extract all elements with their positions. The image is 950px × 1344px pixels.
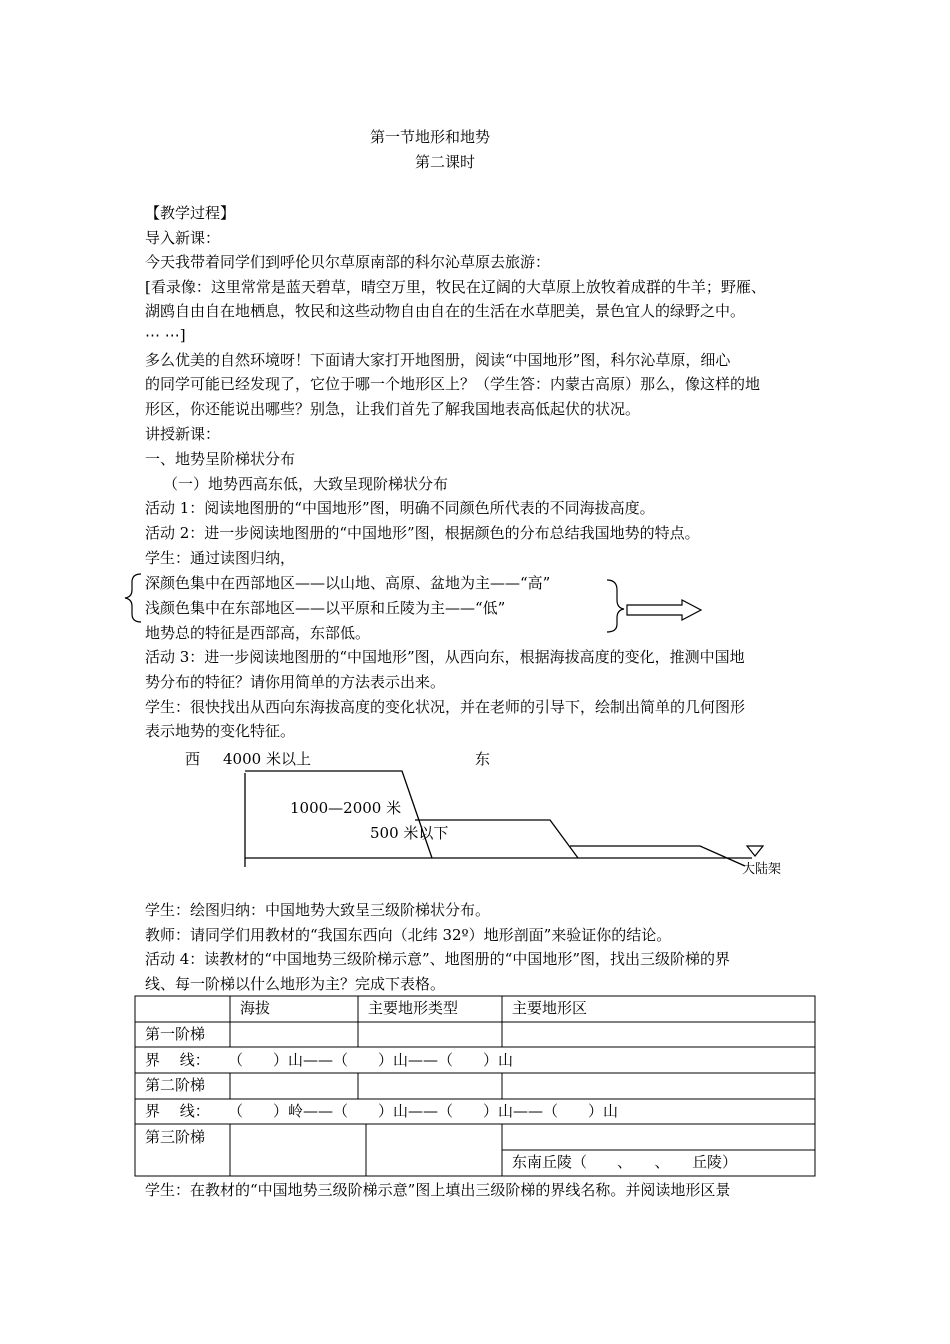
text-line: 学生：很快找出从西向东海拔高度的变化状况，并在老师的引导下，绘制出简单的几何图形 xyxy=(145,698,746,716)
diagram-low-label: 500 米以下 xyxy=(370,824,449,842)
table-header-elevation: 海拔 xyxy=(240,999,271,1017)
text-line: 形区，你还能说出哪些？别急，让我们首先了解我国地表高低起伏的状况。 xyxy=(145,400,641,418)
text-line: 一、地势呈阶梯状分布 xyxy=(145,450,296,468)
text-line: 深颜色集中在西部地区——以山地、高原、盆地为主——“高” xyxy=(145,574,551,592)
table-row-label: 第二阶梯 xyxy=(145,1076,206,1094)
text-line: [看录像：这里常常是蓝天碧草，晴空万里，牧民在辽阔的大草原上放牧着成群的牛羊；野雁、 xyxy=(145,278,766,296)
text-line: 浅颜色集中在东部地区——以平原和丘陵为主——“低” xyxy=(145,599,506,617)
table-boundary-blanks: （ ）山——（ ）山——（ ）山 xyxy=(228,1051,514,1069)
table-boundary-label: 界 线： xyxy=(145,1102,210,1120)
text-line: 多么优美的自然环境呀！下面请大家打开地图册，阅读“中国地形”图，科尔沁草原，细心 xyxy=(145,351,731,369)
text-line: 线、每一阶梯以什么地形为主？完成下表格。 xyxy=(145,975,446,993)
table-header-landform-region: 主要地形区 xyxy=(512,999,588,1017)
text-line: 今天我带着同学们到呼伦贝尔草原南部的科尔沁草原去旅游： xyxy=(145,253,551,271)
text-line: 导入新课： xyxy=(145,229,221,247)
table-row-label: 第一阶梯 xyxy=(145,1025,206,1043)
table-boundary-blanks: （ ）岭——（ ）山——（ ）山——（ ）山 xyxy=(228,1102,619,1120)
text-line: 学生：绘图归纳：中国地势大致呈三级阶梯状分布。 xyxy=(145,901,491,919)
text-line: 教师：请同学们用教材的“我国东西向（北纬 32º）地形剖面”来验证你的结论。 xyxy=(145,926,672,944)
text-line: 表示地势的变化特征。 xyxy=(145,722,296,740)
diagram-shelf-label: 大陆架 xyxy=(742,862,782,877)
table-header-landform-type: 主要地形类型 xyxy=(368,999,459,1017)
text-line: 学生：通过读图归纳， xyxy=(145,549,296,567)
text-line: 势分布的特征？请你用简单的方法表示出来。 xyxy=(145,673,446,691)
page-subtitle: 第二课时 xyxy=(415,153,476,171)
diagram-high-label: 4000 米以上 xyxy=(223,750,311,768)
text-line: 活动 1：阅读地图册的“中国地形”图，明确不同颜色所代表的不同海拔高度。 xyxy=(145,499,655,517)
page-title: 第一节地形和地势 xyxy=(370,128,491,146)
text-line: 讲授新课： xyxy=(145,425,221,443)
text-line: （一）地势西高东低，大致呈现阶梯状分布 xyxy=(163,475,449,493)
diagram-east-label: 东 xyxy=(475,750,491,768)
diagram-mid-label: 1000—2000 米 xyxy=(290,799,402,817)
text-line: 地势总的特征是西部高，东部低。 xyxy=(145,624,371,642)
text-line: 活动 4：读教材的“中国地势三级阶梯示意”、地图册的“中国地形”图，找出三级阶梯的界 xyxy=(145,950,730,968)
text-line: 的同学可能已经发现了，它位于哪一个地形区上？（学生答：内蒙古高原）那么，像这样的地 xyxy=(145,375,761,393)
diagram-west-label: 西 xyxy=(185,750,201,768)
text-line: 活动 3：进一步阅读地图册的“中国地形”图，从西向东，根据海拔高度的变化，推测中国地 xyxy=(145,648,745,666)
text-line: ⋯ ⋯] xyxy=(145,326,186,344)
text-line: 湖鸥自由自在地栖息，牧民和这些动物自由自在的生活在水草肥美，景色宜人的绿野之中。 xyxy=(145,302,746,320)
table-row-label: 第三阶梯 xyxy=(145,1128,206,1146)
section-heading: 【教学过程】 xyxy=(145,204,236,222)
text-line: 活动 2：进一步阅读地图册的“中国地形”图，根据颜色的分布总结我国地势的特点。 xyxy=(145,524,700,542)
table-region-blanks: 东南丘陵（ 、 、 丘陵） xyxy=(512,1153,738,1171)
table-boundary-label: 界 线： xyxy=(145,1051,210,1069)
text-line: 学生：在教材的“中国地势三级阶梯示意”图上填出三级阶梯的界线名称。并阅读地形区景 xyxy=(145,1181,731,1199)
